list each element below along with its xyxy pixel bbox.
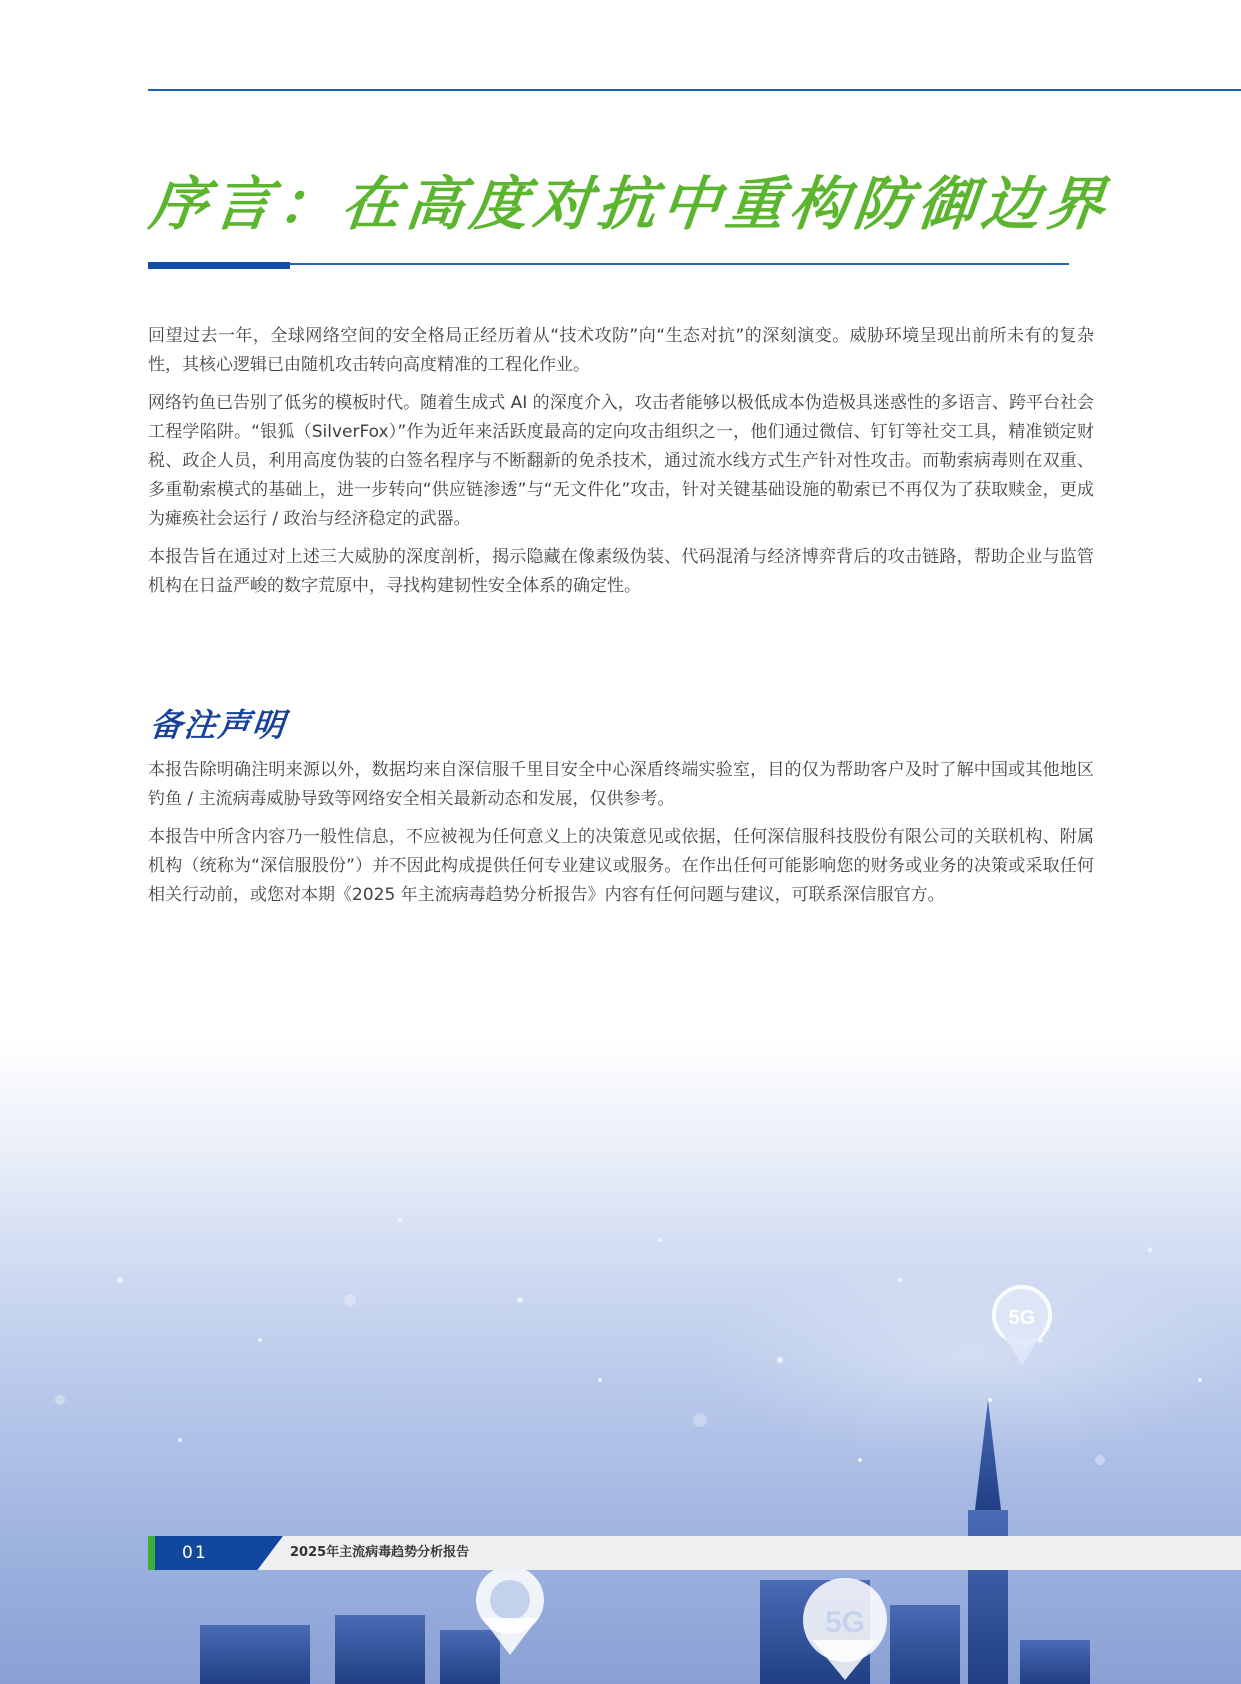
notes-paragraph: 本报告中所含内容乃一般性信息，不应被视为任何意义上的决策意见或依据，任何深信服科技股份有限公司的关联机构、附属机构（统称为“深信服股份”）并不因此构成提供任何专业建议或服务。在作出任何可能影响您的财务或业务的决策或采取任何相关行动前，或您对本期《2025 年主流病毒趋势分析报告》内容有任何问题与建议，可联系深信服官方。 — [148, 827, 1094, 905]
report-title: 2025年主流病毒趋势分析报告 — [290, 1545, 470, 1560]
sparkle-cloud — [700, 1260, 1241, 1460]
pin-label: 5G — [824, 1606, 866, 1639]
notes-section — [148, 756, 1094, 919]
city-network-illustration — [0, 1040, 1241, 1684]
notes-title: 备注声明 — [148, 706, 289, 744]
footer-green-strip — [148, 1536, 155, 1570]
page-number: 01 — [182, 1543, 208, 1563]
intro-section — [148, 322, 1094, 610]
title-underline-accent — [148, 262, 290, 269]
intro-paragraph: 回望过去一年，全球网络空间的安全格局正经历着从“技术攻防”向“生态对抗”的深刻演变。威胁环境呈现出前所未有的复杂性，其核心逻辑已由随机攻击转向高度精准的工程化作业。 — [148, 326, 1094, 375]
notes-paragraph: 本报告除明确注明来源以外，数据均来自深信服千里目安全中心深盾终端实验室，目的仅为帮助客户及时了解中国或其他地区钓鱼 / 主流病毒威胁导致等网络安全相关最新动态和发展，仅供参考。 — [148, 760, 1094, 809]
page-footer — [148, 1536, 1241, 1570]
city-network-background — [0, 1040, 1241, 1684]
pin-label: 5G — [1008, 1307, 1036, 1329]
intro-paragraph: 网络钓鱼已告别了低劣的模板时代。随着生成式 AI 的深度介入，攻击者能够以极低成本伪造极具迷惑性的多语言、跨平台社会工程学陷阱。“银狐（SilverFox）”作为近年来活跃度最高的定向攻击组织之一，他们通过微信、钉钉等社交工具，精准锁定财税、政企人员，利用高度伪装的白签名程序与不断翻新的免杀技术，通过流水线方式生产针对性攻击。而勒索病毒则在双重、多重勒索模式的基础上，进一步转向“供应链渗透”与“无文件化”攻击，针对关键基础设施的勒索已不再仅为了获取赎金，更成为瘫痪社会运行 / 政治与经济稳定的武器。 — [148, 393, 1094, 529]
intro-paragraph: 本报告旨在通过对上述三大威胁的深度剖析，揭示隐藏在像素级伪装、代码混淆与经济博弈背后的攻击链路，帮助企业与监管机构在日益严峻的数字荒原中，寻找构建韧性安全体系的确定性。 — [148, 547, 1094, 596]
page-title: 序言：在高度对抗中重构防御边界 — [146, 170, 1114, 238]
header-rule — [148, 89, 1241, 91]
